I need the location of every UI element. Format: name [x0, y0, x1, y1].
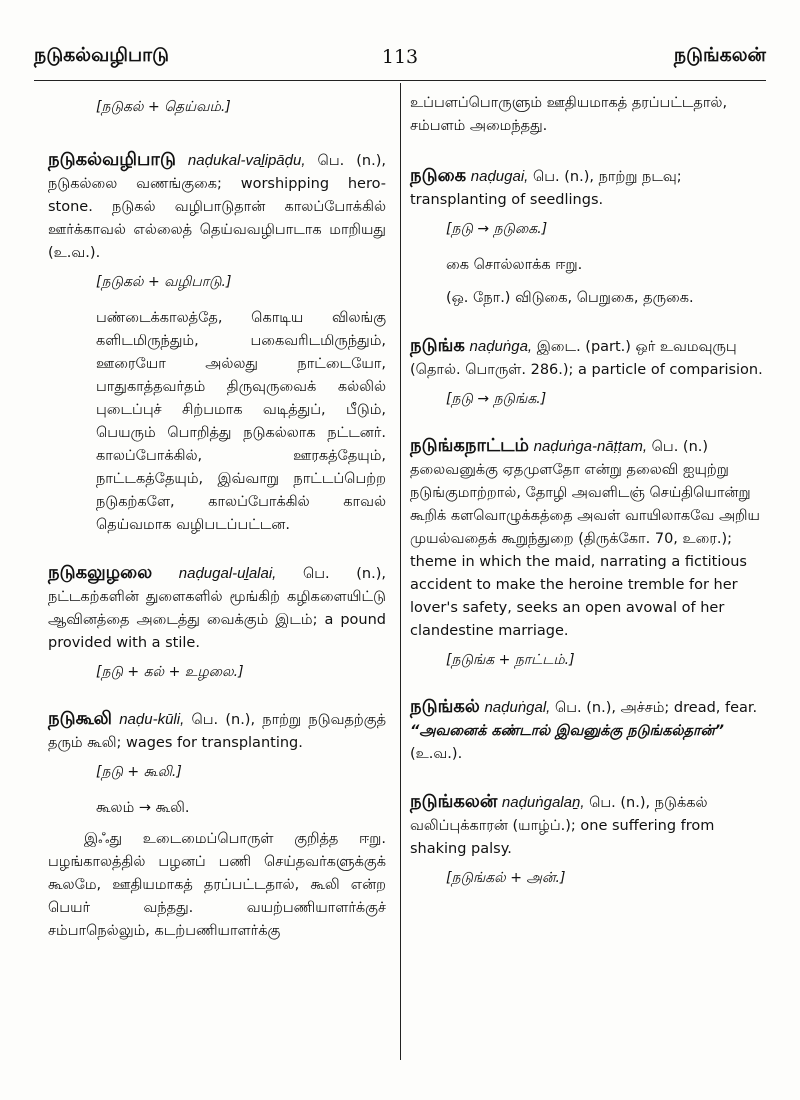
headword: நடுங்கல் [410, 696, 480, 717]
definition: பெ. (n.), நாற்று நடுவதற்குத் தரும் கூலி; wages for transplanting. [48, 712, 387, 751]
definition: பெ. (n.), நட்டகற்களின் துளைகளில் மூங்கிற் கழிகளையிட்டு ஆவினத்தை அடைத்து வைக்கும் இடம்; a pound provided with a stile. [48, 566, 386, 651]
definition: பெ. (n.), அச்சம்; dread, fear. [554, 700, 758, 716]
etymology: [நடு → நடுங்க.] [446, 391, 547, 407]
transliteration: naḍuṅgalaṉ, [501, 794, 585, 811]
headword: நடுங்கலன் [410, 791, 498, 812]
headword: நடுகை [410, 165, 467, 186]
headword: நடுங்கநாட்டம் [410, 435, 529, 456]
headword: நடுங்க [410, 335, 465, 356]
definition: பெ. (n.), நடுக்கல் வலிப்புக்காரன் (யாழ்ப்.); one suffering from shaking palsy. [410, 795, 715, 857]
header-guide-word-left: நடுகல்வழிபாடு [34, 44, 169, 66]
dictionary-entry [410, 434, 772, 671]
headword: நடுகூலி [48, 708, 113, 729]
right-column [410, 92, 772, 913]
derivation-note: கூலம் → கூலி. [96, 800, 190, 816]
continued-paragraph: உப்பளப்பொருளும் ஊதியமாகத் தரப்பட்டதால், சம்பளம் அமைந்தது. [410, 95, 728, 134]
column-divider [400, 83, 401, 1060]
definition: பெ. (n.), நடுகல்லை வணங்குகை; worshipping hero-stone. நடுகல் வழிபாடுதான் காலப்போக்கில் ஊர்க்காவல் எல்லைத் தெய்வவழிபாடாக மாறியது (உ.வ.). [48, 153, 386, 261]
dictionary-entry [410, 790, 772, 889]
transliteration: naḍuṅgal, [484, 699, 551, 716]
definition: பெ. (n.), நாற்று நடவு; transplanting of seedlings. [410, 169, 682, 208]
headword: நடுகல்வழிபாடு [48, 149, 176, 170]
definition: பெ. (n.) தலைவனுக்கு ஏதமுளதோ என்று தலைவி ஐயுற்று நடுங்குமாற்றால், தோழி அவளிடஞ் செய்தியொன்று கூறிக் களவொழுக்கத்தை அவள் வாயிலாகவே அறிய முயல்வதைக் கூறுந்துறை (திருக்கோ. 70, உரை.); theme in which the maid, narrating a fictitious accident to make the heroine tremble for her lover's safety, seeks an open avowal of her clandestine marriage. [410, 439, 760, 639]
page-number: 113 [381, 46, 419, 68]
transliteration: naḍugal-uḻalai, [178, 565, 277, 582]
page-header [34, 44, 766, 74]
transliteration: naḍuṅga, [469, 338, 533, 355]
transliteration: naḍuṅga-nāṭṭam, [533, 438, 648, 455]
transliteration: naḍukal-vaḻipāḍu, [187, 152, 306, 169]
dictionary-entry [410, 164, 772, 310]
usage-quote: “அவனைக் கண்டால் இவனுக்கு நடுங்கல்தான்” [410, 723, 724, 739]
etymology: [நடுங்க + நாட்டம்.] [446, 652, 575, 668]
explanatory-paragraph: பண்டைக்காலத்தே, கொடிய விலங்கு களிடமிருந்தும், பகைவரிடமிருந்தும், ஊரையோ அல்லது நாட்டையோ, பாதுகாத்தவர்தம் திருவுருவைக் கல்லில் புடைப்புச் சிற்பமாக வடித்துப், பீடும், பெயரும் பொறித்து நடுகல்லாக நட்டனர். காலப்போக்கில், ஊரகத்தேயும், நாட்டகத்தேயும், இவ்வாறு நாட்டப்பெற்ற நடுகற்களே, காலப்போக்கில் காவல் தெய்வமாக வழிபடப்பட்டன. [96, 310, 386, 533]
left-column [48, 92, 386, 967]
etymology: [நடுகல் + வழிபாடு.] [96, 274, 232, 290]
etymology: [நடு → நடுகை.] [446, 221, 548, 237]
headword: நடுகலுழலை [48, 562, 153, 583]
definition: இடை. (part.) ஒர் உவமவுருபு (தொல். பொருள். 286.); a particle of comparision. [410, 339, 763, 378]
header-guide-word-right: நடுங்கலன் [673, 44, 766, 66]
dictionary-entry [48, 148, 386, 537]
transliteration: naḍugai, [470, 168, 529, 185]
transliteration: naḍu-kūli, [119, 711, 185, 728]
related-words: (ஒ. நோ.) விடுகை, பெறுகை, தருகை. [446, 290, 694, 306]
etymology: [நடு + கல் + உழலை.] [96, 664, 244, 680]
usage-source: (உ.வ.). [410, 746, 463, 762]
etymology: [நடு + கூலி.] [96, 764, 182, 780]
derivation-note: கை சொல்லாக்க ஈறு. [446, 257, 583, 273]
dictionary-entry [410, 695, 772, 766]
dictionary-entry [410, 334, 772, 410]
explanatory-paragraph: இஃது உடைமைப்பொருள் குறித்த ஈறு. பழங்காலத்தில் பழனப் பணி செய்தவர்களுக்குக் கூலமே, ஊதியமாகத் தரப்பட்டதால், கூலி என்ற பெயர் வந்தது. வயற்பணியாளர்க்குச் சம்பாநெல்லும், கடற்பணியாளர்க்கு [48, 831, 386, 939]
etymology: [நடுங்கல் + அன்.] [446, 870, 566, 886]
header-rule [34, 80, 766, 81]
etymology: [நடுகல் + தெய்வம்.] [96, 99, 231, 115]
dictionary-entry [48, 561, 386, 683]
dictionary-entry [48, 707, 386, 943]
